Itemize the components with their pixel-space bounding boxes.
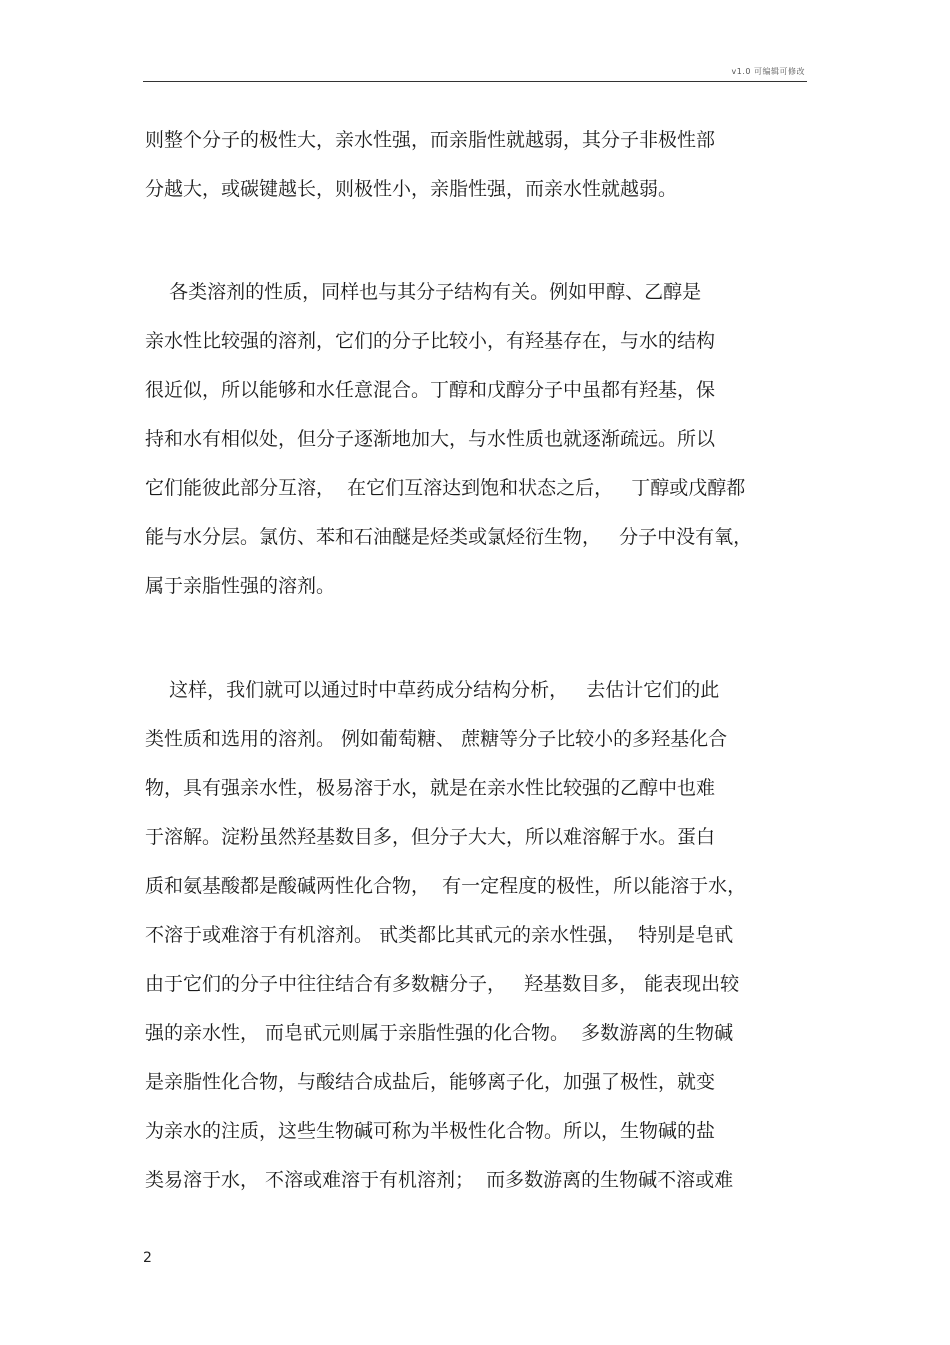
- text-line: 能与水分层。氯仿、苯和石油醚是烃类或氯烃衍生物， 分子中没有氧，: [145, 526, 753, 548]
- paragraph-1: [145, 116, 810, 214]
- text-line: 这样，我们就可以通过时中草药成分结构分析， 去估计它们的此: [145, 679, 720, 701]
- text-line: 是亲脂性化合物，与酸结合成盐后，能够离子化，加强了极性，就变: [145, 1071, 716, 1093]
- text-line: 属于亲脂性强的溶剂。: [145, 575, 336, 597]
- header-divider: [143, 81, 807, 82]
- text-line: 各类溶剂的性质，同样也与其分子结构有关。例如甲醇、乙醇是: [145, 281, 702, 303]
- text-line: 强的亲水性， 而皂甙元则属于亲脂性强的化合物。 多数游离的生物碱: [145, 1022, 734, 1044]
- text-line: 它们能彼此部分互溶， 在它们互溶达到饱和状态之后， 丁醇或戊醇都: [145, 477, 746, 499]
- text-line: 持和水有相似处，但分子逐渐地加大，与水性质也就逐渐疏远。所以: [145, 428, 716, 450]
- page-number: 2: [143, 1250, 152, 1266]
- text-line: 亲水性比较强的溶剂，它们的分子比较小，有羟基存在，与水的结构: [145, 330, 716, 352]
- paragraph-2: [145, 268, 810, 611]
- paragraph-3: [145, 666, 810, 1205]
- text-line: 则整个分子的极性大，亲水性强，而亲脂性就越弱，其分子非极性部: [145, 129, 716, 151]
- text-line: 很近似，所以能够和水任意混合。丁醇和戊醇分子中虽都有羟基，保: [145, 379, 716, 401]
- text-line: 类易溶于水， 不溶或难溶于有机溶剂； 而多数游离的生物碱不溶或难: [145, 1169, 734, 1191]
- text-line: 物，具有强亲水性，极易溶于水，就是在亲水性比较强的乙醇中也难: [145, 777, 716, 799]
- text-line: 分越大，或碳键越长，则极性小，亲脂性强，而亲水性就越弱。: [145, 178, 678, 200]
- header-version-note: v1.0 可编辑可修改: [731, 67, 805, 76]
- text-line: 由于它们的分子中往往结合有多数糖分子， 羟基数目多， 能表现出较: [145, 973, 740, 995]
- text-line: 为亲水的注质，这些生物碱可称为半极性化合物。所以，生物碱的盐: [145, 1120, 716, 1142]
- text-line: 于溶解。淀粉虽然羟基数目多，但分子大大，所以难溶解于水。蛋白: [145, 826, 716, 848]
- text-line: 类性质和选用的溶剂。 例如葡萄糖、 蔗糖等分子比较小的多羟基化合: [145, 728, 728, 750]
- text-line: 不溶于或难溶于有机溶剂。 甙类都比其甙元的亲水性强， 特别是皂甙: [145, 924, 734, 946]
- text-line: 质和氨基酸都是酸碱两性化合物， 有一定程度的极性，所以能溶于水，: [145, 875, 747, 897]
